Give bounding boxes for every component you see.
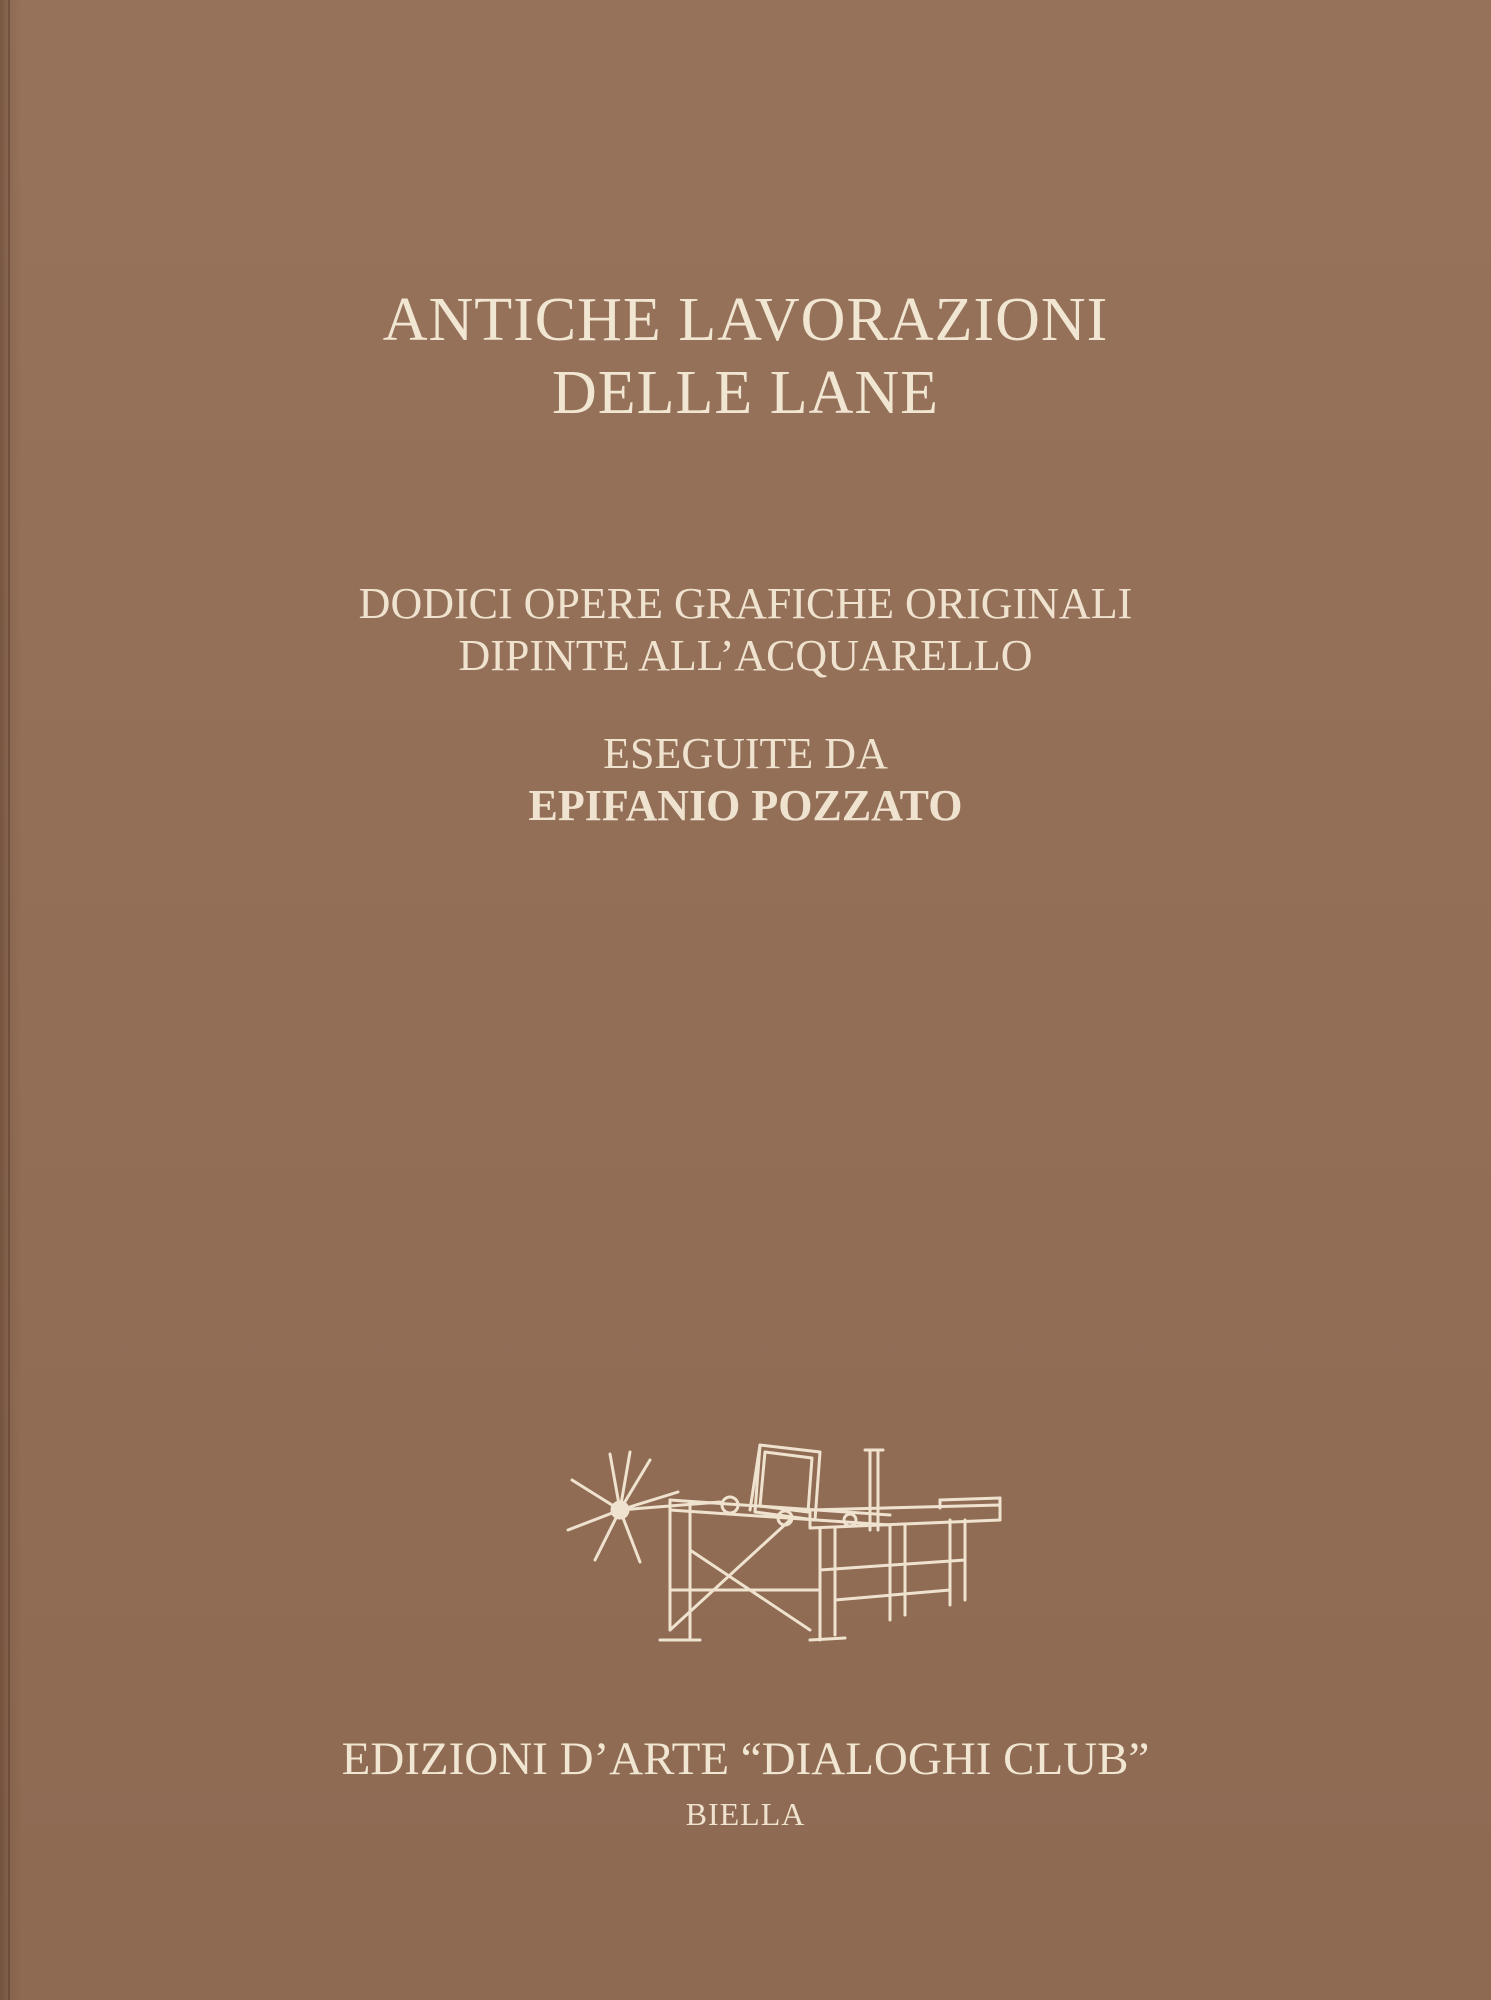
subtitle-line-1: DODICI OPERE GRAFICHE ORIGINALI [358, 579, 1133, 628]
publisher-city: BIELLA [685, 1796, 806, 1832]
by-line: ESEGUITE DA [603, 729, 888, 778]
author-name: EPIFANIO POZZATO [528, 781, 963, 830]
publisher-name: EDIZIONI D’ARTE “DIALOGHI CLUB” [341, 1733, 1150, 1785]
printing-press-icon [560, 1440, 1010, 1660]
title-line-2: DELLE LANE [551, 359, 940, 427]
subtitle-line-2: DIPINTE ALL’ACQUARELLO [458, 631, 1033, 680]
title-line-1: ANTICHE LAVORAZIONI [382, 286, 1109, 354]
